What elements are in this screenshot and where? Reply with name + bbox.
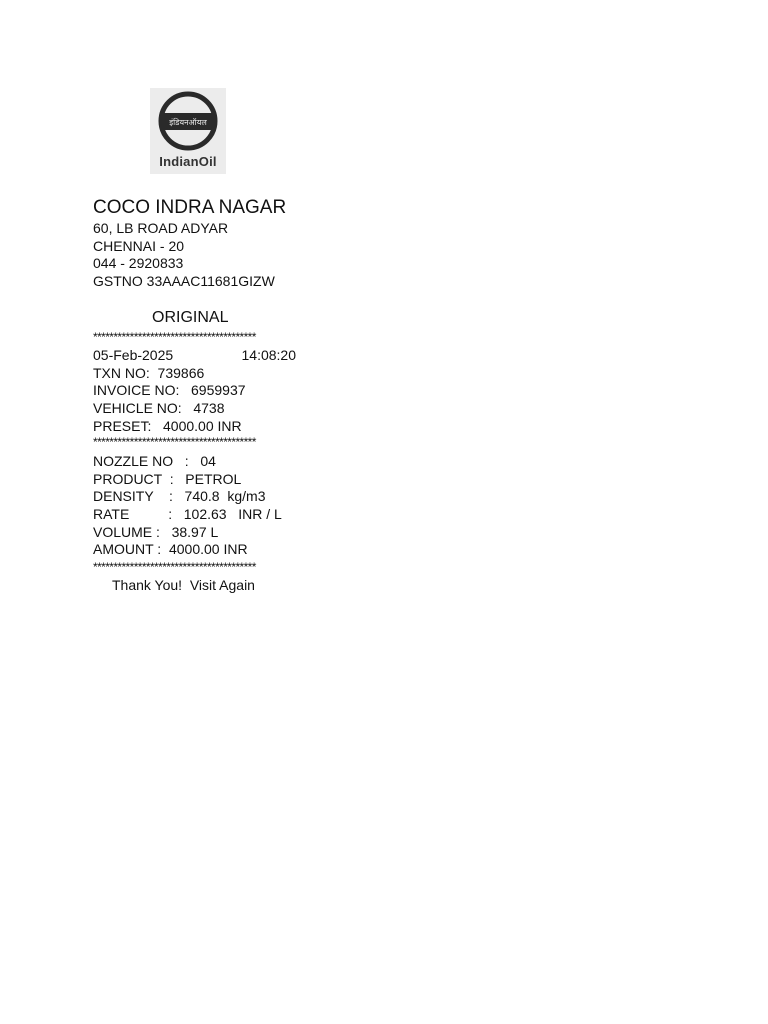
vehicle-number: VEHICLE NO: 4738 bbox=[93, 400, 225, 416]
copy-label: ORIGINAL bbox=[152, 309, 229, 326]
station-name: COCO INDRA NAGAR bbox=[93, 197, 287, 218]
transaction-date: 05-Feb-2025 bbox=[93, 347, 174, 363]
indianoil-emblem-icon bbox=[152, 90, 224, 152]
fuel-density: DENSITY : 740.8 kg/m3 bbox=[93, 488, 266, 504]
footer-message: Thank You! Visit Again bbox=[112, 577, 255, 593]
nozzle-number: NOZZLE NO : 04 bbox=[93, 453, 216, 469]
transaction-time: 14:08:20 bbox=[241, 347, 296, 363]
preset-amount: PRESET: 4000.00 INR bbox=[93, 418, 242, 434]
station-address-line2: CHENNAI - 20 bbox=[93, 238, 185, 254]
logo-mark-text: इंडियनऑयल bbox=[169, 118, 207, 127]
logo-brand-text: IndianOil bbox=[159, 154, 217, 169]
indianoil-logo bbox=[150, 88, 226, 174]
fuel-rate: RATE : 102.63 INR / L bbox=[93, 506, 282, 522]
separator: **************************************** bbox=[93, 560, 256, 574]
station-address-line1: 60, LB ROAD ADYAR bbox=[93, 220, 229, 236]
fuel-volume: VOLUME : 38.97 L bbox=[93, 524, 219, 540]
separator: **************************************** bbox=[93, 435, 256, 449]
separator: **************************************** bbox=[93, 330, 256, 344]
invoice-number: INVOICE NO: 6959937 bbox=[93, 382, 246, 398]
station-gst-number: GSTNO 33AAAC11681GIZW bbox=[93, 273, 275, 289]
product-name: PRODUCT : PETROL bbox=[93, 471, 242, 487]
date-time-row bbox=[93, 347, 296, 363]
total-amount: AMOUNT : 4000.00 INR bbox=[93, 541, 248, 557]
station-phone: 044 - 2920833 bbox=[93, 255, 184, 271]
txn-number: TXN NO: 739866 bbox=[93, 365, 205, 381]
